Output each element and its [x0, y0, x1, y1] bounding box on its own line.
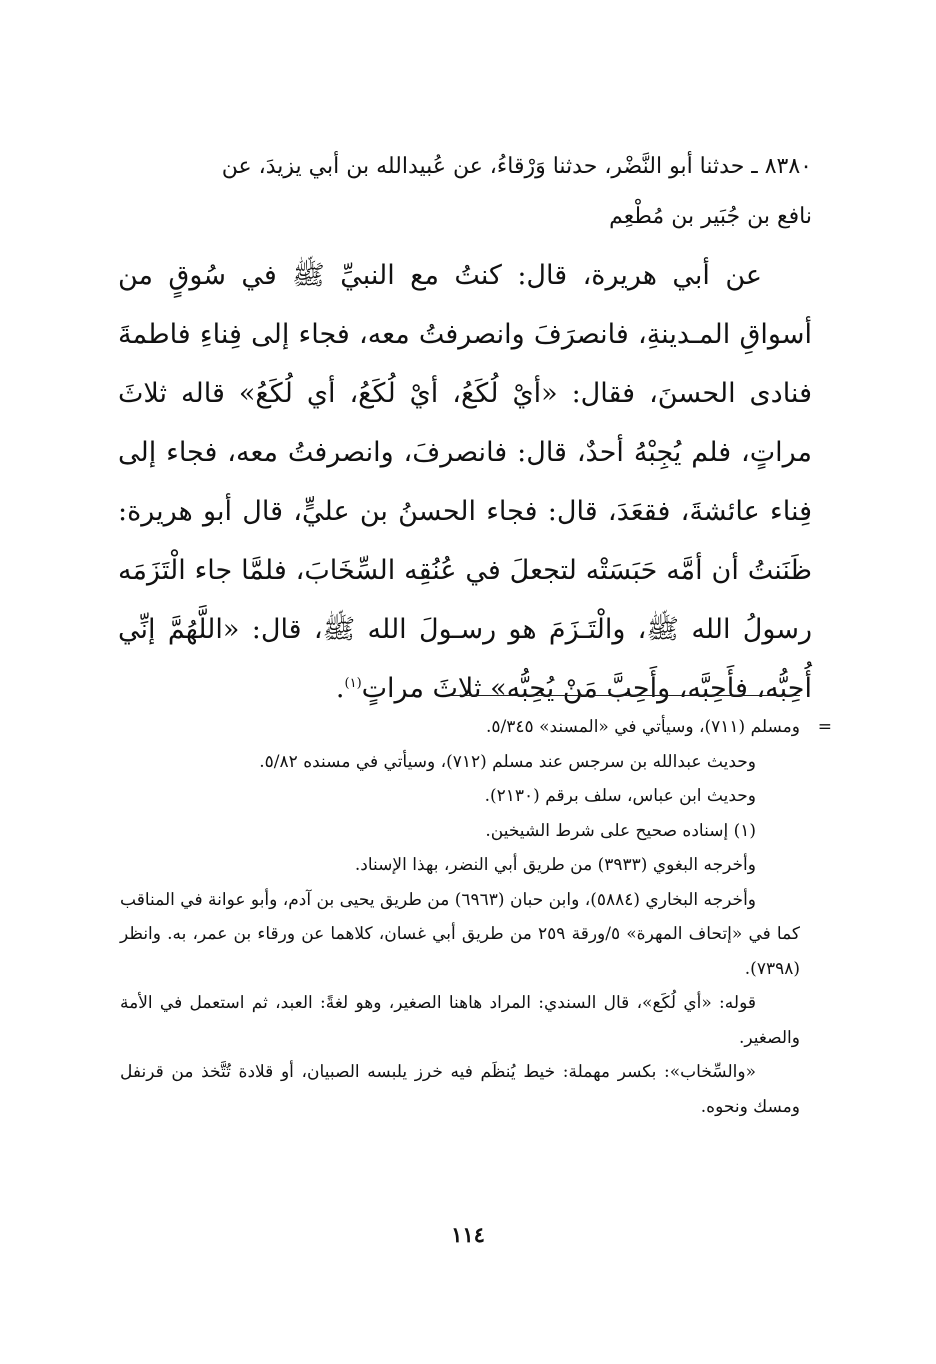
footnote-separator [450, 695, 800, 696]
footnote-continuation-mark: = [817, 717, 832, 737]
hadith-paragraph [118, 246, 812, 718]
footnotes [120, 710, 800, 1124]
footnote-item: وأخرجه البغوي (٣٩٣٣) من طريق أبي النضر، بهذا الإسناد. [354, 855, 756, 875]
hadith-matn: عن أبي هريرة، قال: كنتُ مع النبيِّ ﷺ في سُوقٍ من أسواقِ المـدينةِ، فانصرَفَ وانصرفتُ معه، فجاء إلى فِناءِ فاطمةَ فنادى الحسنَ، فقال: «أيْ لُكَعُ، أيْ لُكَعُ، أي لُكَعُ» قاله ثلاثَ مراتٍ، فلم يُجِبْهُ أحدٌ، قال: فانصرفَ، وانصرفتُ معه، فجاء إلى فِناء عائشةَ، فقعَدَ، قال: فجاء الحسنُ بن عليٍّ، قال أبو هريرة: ظَنَنتُ أن أمَّه حَبَسَتْه لتجعلَ في عُنُقِه السِّخَابَ، فلمَّا جاء الْتَزَمَه رسولُ الله ﷺ، والْتَـزَمَ هو رسـولَ الله ﷺ، قال: «اللَّهُمَّ إنِّي أُحِبُّه، فأَحِبَّه، وأَحِبَّ مَنْ يُحِبُّه» ثلاثَ مراتٍ [118, 260, 812, 704]
footnote-item: وحديث عبدالله بن سرجس عند مسلم (٧١٢)، وسيأتي في مسنده ٥/٨٢. [259, 751, 756, 772]
footnote-item: قوله: «أي لُكَع»، قال السندي: المراد هاهنا الصغير، وهو لغةً: العبد، ثم استعمل في الأمة والصغير. [120, 993, 800, 1048]
footnote-item: ومسلم (٧١١)، وسيأتي في «المسند» ٥/٣٤٥. [486, 717, 800, 737]
isnad-line-1: ٨٣٨٠ ـ حدثنا أبو النَّضْر، حدثنا وَرْقاءُ، عن عُبيدالله بن أبي يزيدَ، عن [221, 154, 812, 179]
isnad-line-2: نافع بن جُبَير بن مُطْعِم [609, 204, 812, 229]
page-number: ١١٤ [451, 1222, 485, 1247]
footnote-item: وأخرجه البخاري (٥٨٨٤)، وابن حبان (٦٩٦٣) من طريق يحيى بن آدم، وأبو عوانة في المناقب كما في «إتحاف المهرة» ٥/ورقة ٢٥٩ من طريق أبي غسان، كلاهما عن ورقاء بن عمر، به. وانظر (٧٣٩٨). [120, 889, 800, 979]
footnote-item: وحديث ابن عباس، سلف برقم (٢١٣٠). [484, 786, 756, 806]
footnote-reference: (١) [344, 676, 362, 691]
hadith-text [118, 246, 812, 718]
hadith-isnad [120, 142, 812, 242]
hadith-end-mark: . [335, 673, 345, 704]
footnote-item: (١) إسناده صحيح على شرط الشيخين. [485, 820, 756, 841]
footnote-item: «والسِّخاب»: بكسر مهملة: خيط يُنظَم فيه خرز يلبسه الصبيان، أو قلادة تُتَّخذ من قرنفل ومسك ونحوه. [120, 1062, 800, 1117]
